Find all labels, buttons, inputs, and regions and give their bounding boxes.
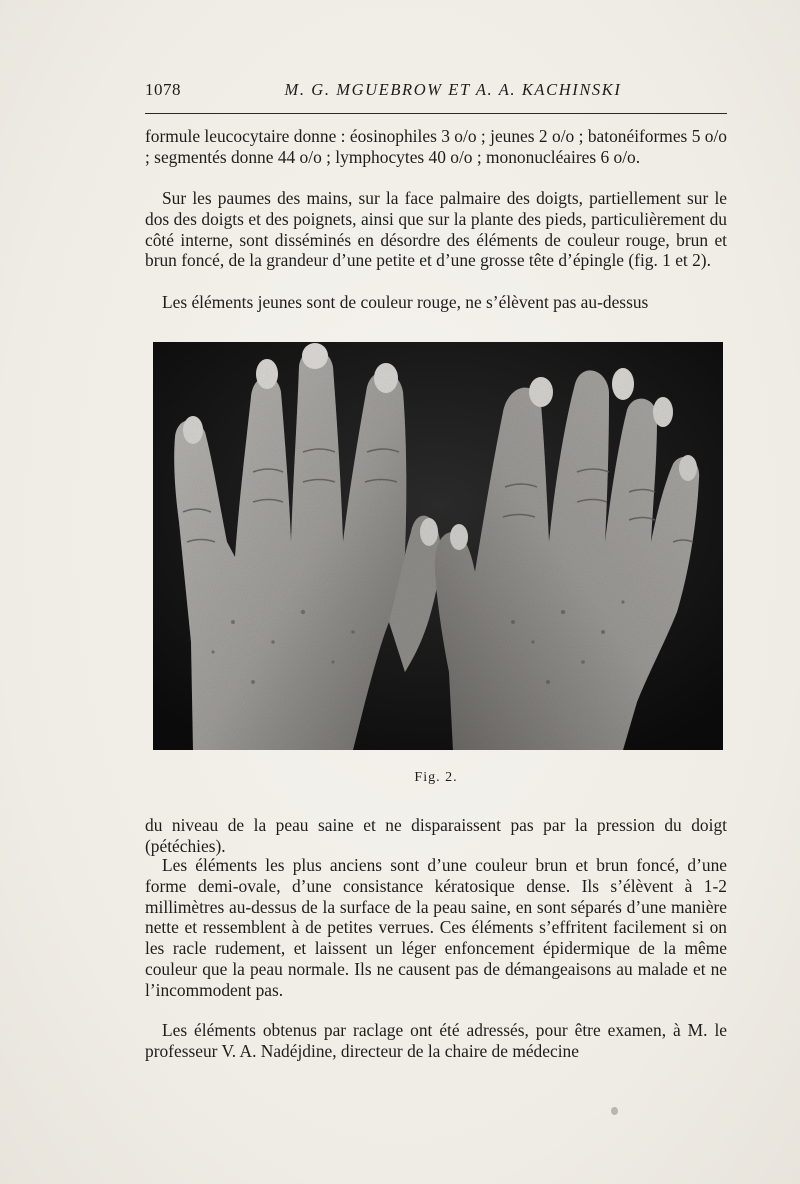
header-rule — [145, 113, 727, 114]
page-number: 1078 — [145, 80, 181, 99]
paragraph-distribution: Sur les paumes des mains, sur la face palmaire des doigts, partiellement sur le dos des doigts et des poignets, ainsi que sur la plante des pieds, particulièrement du côté interne, sont disséminés en désordre des éléments de couleur rouge, brun et brun foncé, de la grandeur d’une petite et d’une grosse tête d’épingle (fig. 1 et 2). — [145, 188, 727, 271]
paragraph-leucocyte-formula: formule leucocytaire donne : éosinophiles 3 o/o ; jeunes 2 o/o ; batonéiformes 5 o/o ; segmentés donne 44 o/o ; lymphocytes 40 o/o ; mononucléaires 6 o/o. — [145, 126, 727, 167]
running-header — [145, 80, 727, 108]
figure-caption: Fig. 2. — [414, 770, 458, 785]
paragraph-young-elements: Les éléments jeunes sont de couleur rouge, ne s’élèvent pas au-dessus — [162, 292, 649, 312]
paragraph-petechiae: du niveau de la peau saine et ne disparaissent pas par la pression du doigt (pétéchies). — [145, 815, 727, 856]
figure-hands-photograph — [153, 342, 723, 750]
page-speck — [611, 1107, 618, 1115]
hands-photo-illustration — [153, 342, 723, 750]
paragraph-older-elements: Les éléments les plus anciens sont d’une couleur brun et brun foncé, d’une forme demi-ovale, d’une consistance kératosique dense. Ils s’élèvent à 1-2 millimètres au-dessus de la surface de la peau saine, en sont séparés d’une manière nette et ressemblent à de petites verrues. Ces éléments s’effritent facilement si on les racle rudement, et laissent un léger enfoncement épidermique de la même couleur que la peau normale. Ils ne causent pas de démangeaisons au malade et ne l’incommodent pas. — [145, 855, 727, 1000]
running-title: M. G. MGUEBROW ET A. A. KACHINSKI — [284, 80, 622, 99]
paragraph-scrapings: Les éléments obtenus par raclage ont été adressés, pour être examen, à M. le professeur V. A. Nadéjdine, directeur de la chaire de médecine — [145, 1020, 727, 1061]
